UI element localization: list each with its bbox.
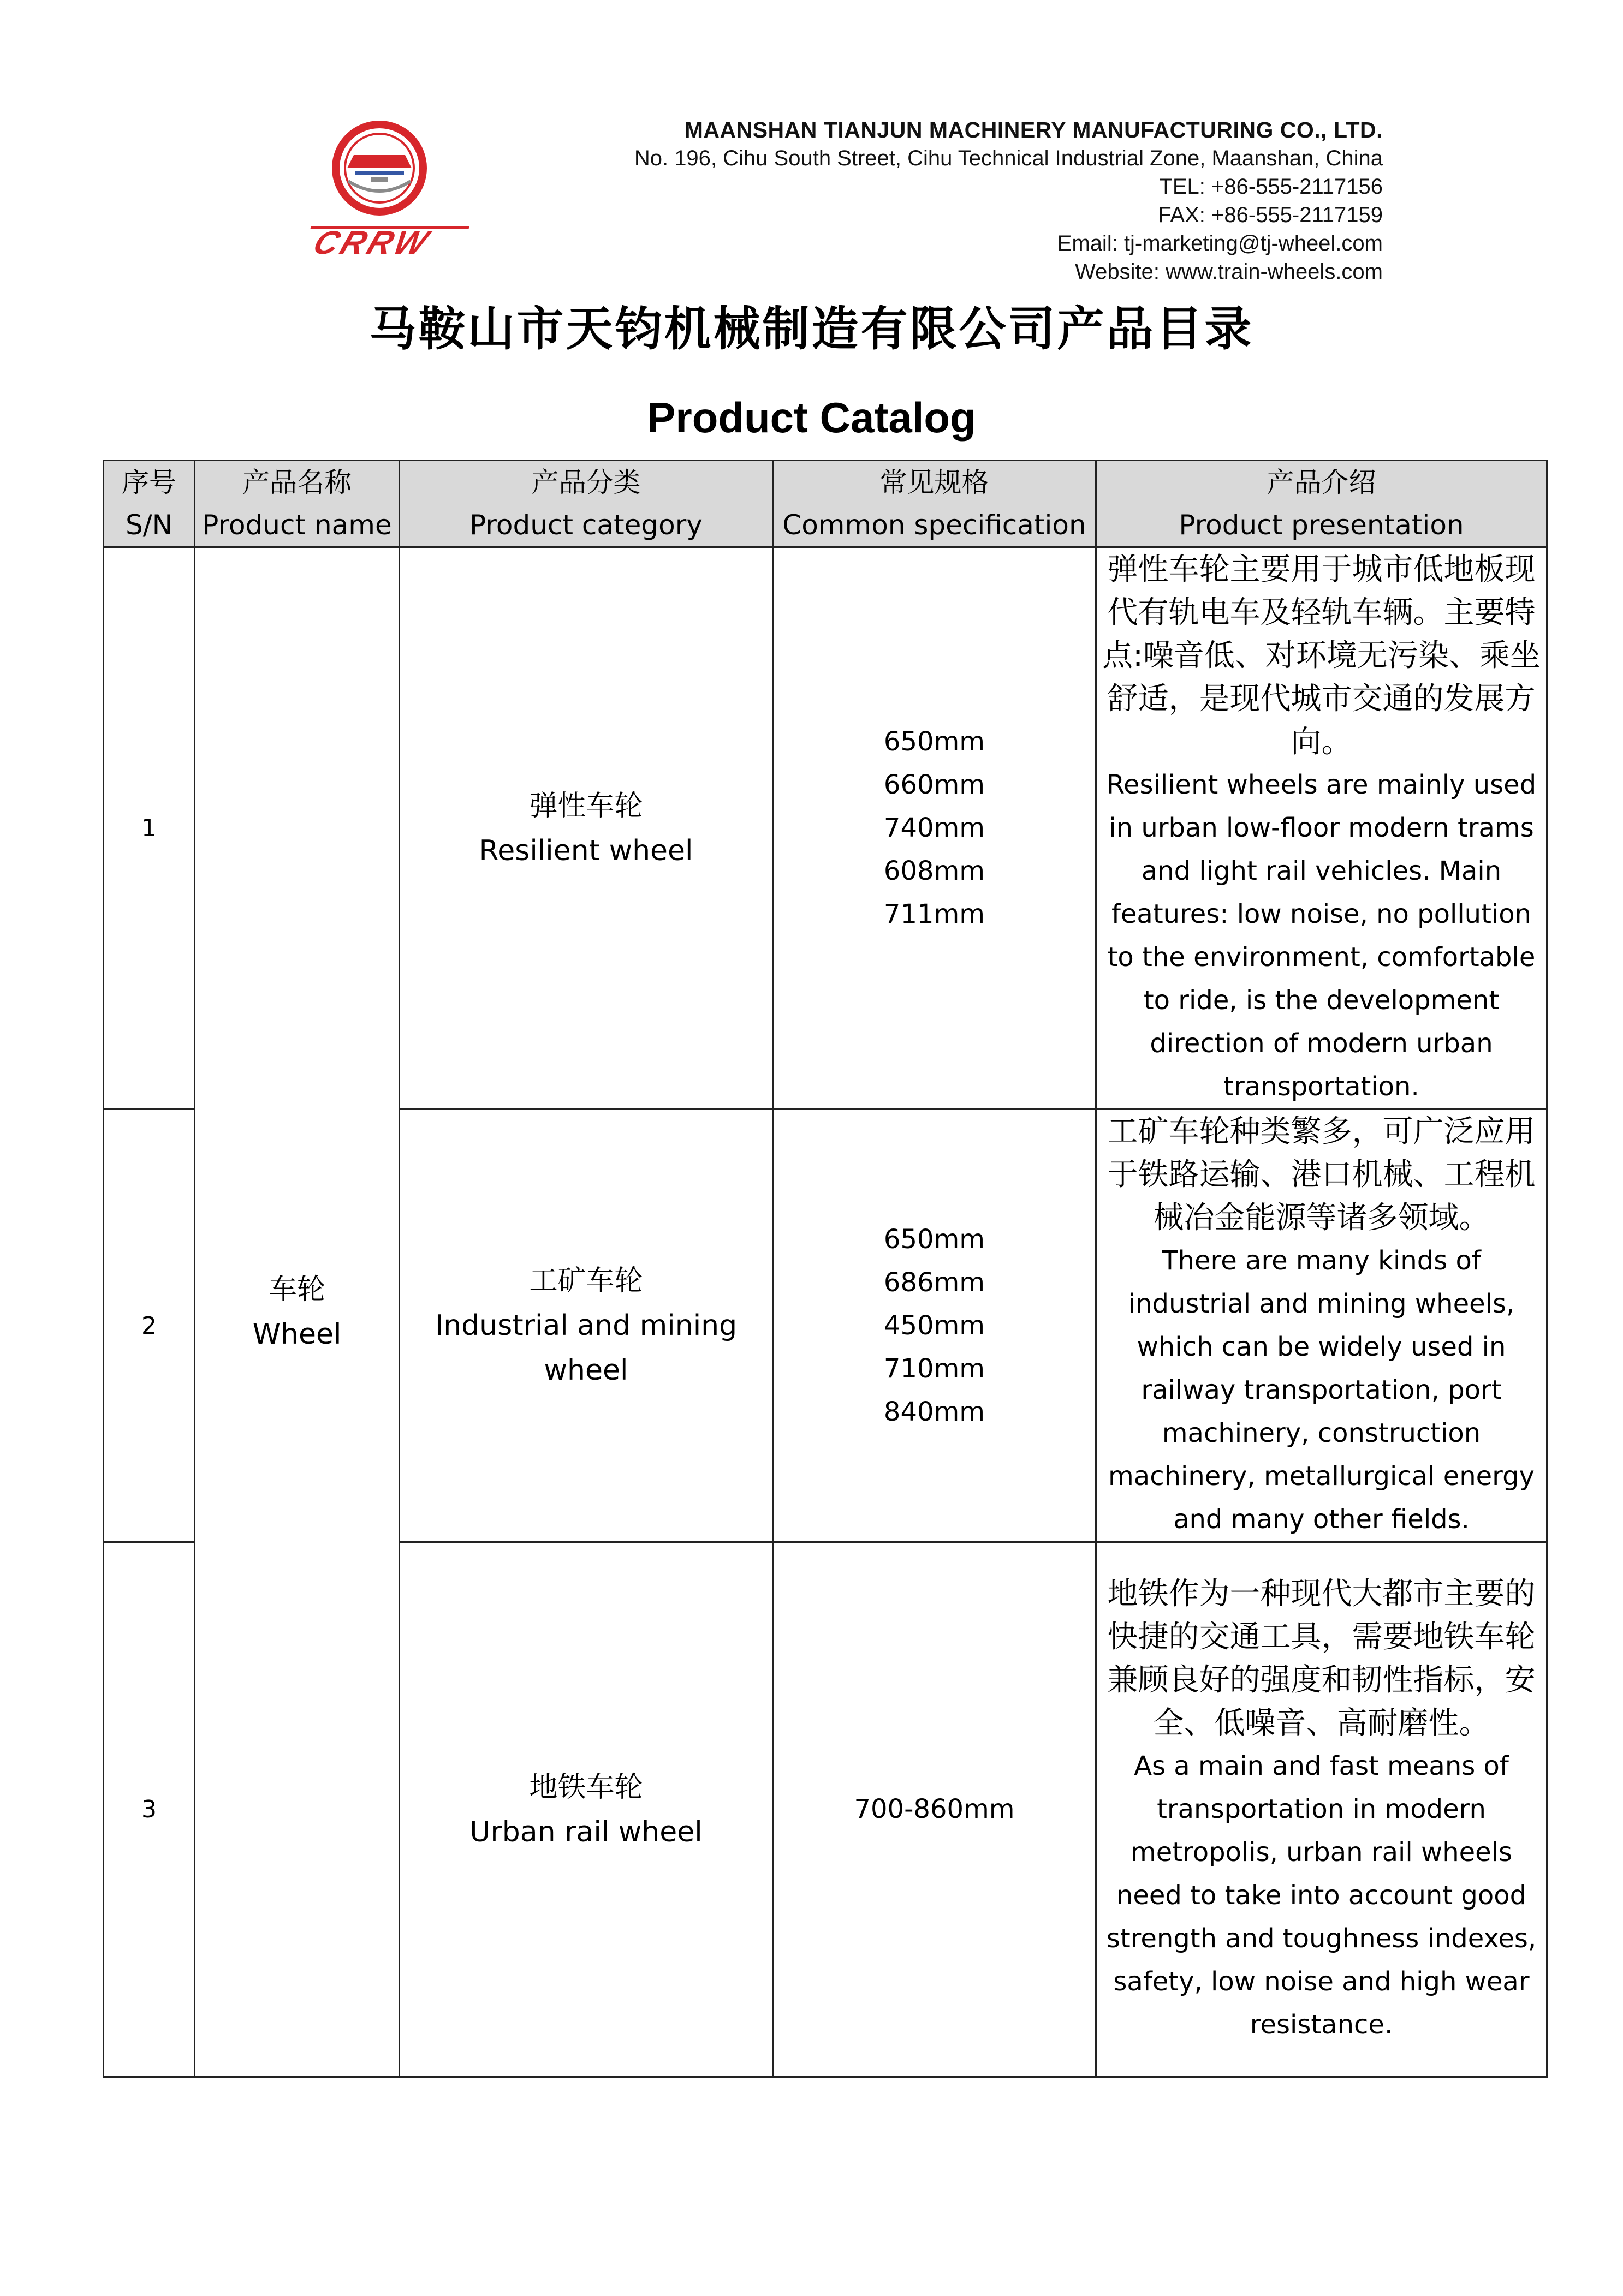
column-header-en: S/N <box>126 509 173 541</box>
product-category-cell <box>400 1110 773 1542</box>
presentation-cell <box>1096 1542 1547 2077</box>
spec-value: 608mm <box>883 856 985 886</box>
spec-value: 650mm <box>883 726 985 757</box>
spec-value: 686mm <box>883 1267 985 1298</box>
specification-cell <box>773 1110 1096 1542</box>
row-sn: 3 <box>104 1542 195 2077</box>
spec-value: 700-860mm <box>854 1794 1015 1824</box>
company-tel: TEL: +86-555-2117156 <box>1159 175 1383 199</box>
table-row <box>104 547 1547 1110</box>
column-header-en: Product category <box>469 509 703 541</box>
column-header-product-category <box>400 461 773 547</box>
specification-cell <box>773 547 1096 1110</box>
presentation-cell <box>1096 1110 1547 1542</box>
company-logo <box>295 115 469 262</box>
catalog-title-cn: 马鞍山市天钧机械制造有限公司产品目录 <box>369 301 1254 356</box>
company-info <box>634 116 1383 286</box>
spec-value: 710mm <box>883 1353 985 1384</box>
spec-value: 840mm <box>883 1396 985 1427</box>
column-header-en: Product name <box>202 509 392 541</box>
catalog-title-en: Product Catalog <box>647 393 976 442</box>
column-header-cn: 产品介绍 <box>1267 467 1376 498</box>
category-en: Resilient wheel <box>479 834 693 867</box>
category-cn: 地铁车轮 <box>529 1770 643 1804</box>
spec-value: 450mm <box>883 1310 985 1341</box>
spec-value: 711mm <box>883 899 985 929</box>
column-header-cn: 产品分类 <box>531 467 641 498</box>
presentation-cn: 地铁作为一种现代大都市主要的快捷的交通工具，需要地铁车轮兼顾良好的强度和韧性指标，安全、低噪音、高耐磨性。 <box>1107 1576 1536 1741</box>
company-email: Email: tj-marketing@tj-wheel.com <box>1057 231 1383 255</box>
company-fax: FAX: +86-555-2117159 <box>1158 203 1383 227</box>
presentation-en: As a main and fast means of transportation in modern metropolis, urban rail wheels need to take into account good strength and toughness indexes, safety, low noise and high wear resistance. <box>1106 1751 1537 2040</box>
company-address: No. 196, Cihu South Street, Cihu Technical Industrial Zone, Maanshan, China <box>634 146 1383 170</box>
spec-value: 650mm <box>883 1224 985 1255</box>
column-header-cn: 产品名称 <box>242 467 352 498</box>
company-website: Website: www.train-wheels.com <box>1075 260 1383 284</box>
row-sn: 2 <box>104 1110 195 1542</box>
category-cn: 弹性车轮 <box>529 789 643 822</box>
specification-cell <box>773 1542 1096 2077</box>
crrw-wheel-logo-icon <box>295 115 469 262</box>
column-header-product-name <box>195 461 400 547</box>
category-en: Industrial and mining wheel <box>435 1309 738 1387</box>
column-header-cn: 序号 <box>122 467 176 498</box>
category-en: Urban rail wheel <box>469 1815 703 1848</box>
product-name-cn: 车轮 <box>268 1273 325 1306</box>
product-catalog-table <box>103 460 1548 2078</box>
product-name-cell <box>195 547 400 2077</box>
column-header-en: Product presentation <box>1179 509 1464 541</box>
spec-value: 740mm <box>883 813 985 843</box>
product-category-cell <box>400 547 773 1110</box>
column-header-cn: 常见规格 <box>879 467 989 498</box>
presentation-en: Resilient wheels are mainly used in urban low-floor modern trams and light rail vehicles. Main features: low noise, no pollution to the environment, comfortable to ride, is the development direction of modern urban transportation. <box>1106 770 1537 1102</box>
presentation-en: There are many kinds of industrial and mining wheels, which can be widely used in railway transportation, port machinery, construction machinery, metallurgical energy and many other fields. <box>1108 1245 1535 1535</box>
presentation-cell <box>1096 547 1547 1110</box>
category-cn: 工矿车轮 <box>529 1265 643 1297</box>
column-header-presentation <box>1096 461 1547 547</box>
row-sn: 1 <box>104 547 195 1110</box>
table-header-row <box>104 461 1547 547</box>
presentation-cn: 工矿车轮种类繁多，可广泛应用于铁路运输、港口机械、工程机械冶金能源等诸多领域。 <box>1107 1114 1536 1236</box>
product-name-en: Wheel <box>252 1318 342 1351</box>
company-name: MAANSHAN TIANJUN MACHINERY MANUFACTURING CO., LTD. <box>684 117 1383 142</box>
product-category-cell <box>400 1542 773 2077</box>
column-header-sn <box>104 461 195 547</box>
spec-value: 660mm <box>883 770 985 800</box>
column-header-specification <box>773 461 1096 547</box>
logo-wordmark: CRRW <box>308 224 436 261</box>
presentation-cn: 弹性车轮主要用于城市低地板现代有轨电车及轻轨车辆。主要特点:噪音低、对环境无污染、乘坐舒适，是现代城市交通的发展方向。 <box>1102 552 1541 760</box>
column-header-en: Common specification <box>782 509 1086 541</box>
